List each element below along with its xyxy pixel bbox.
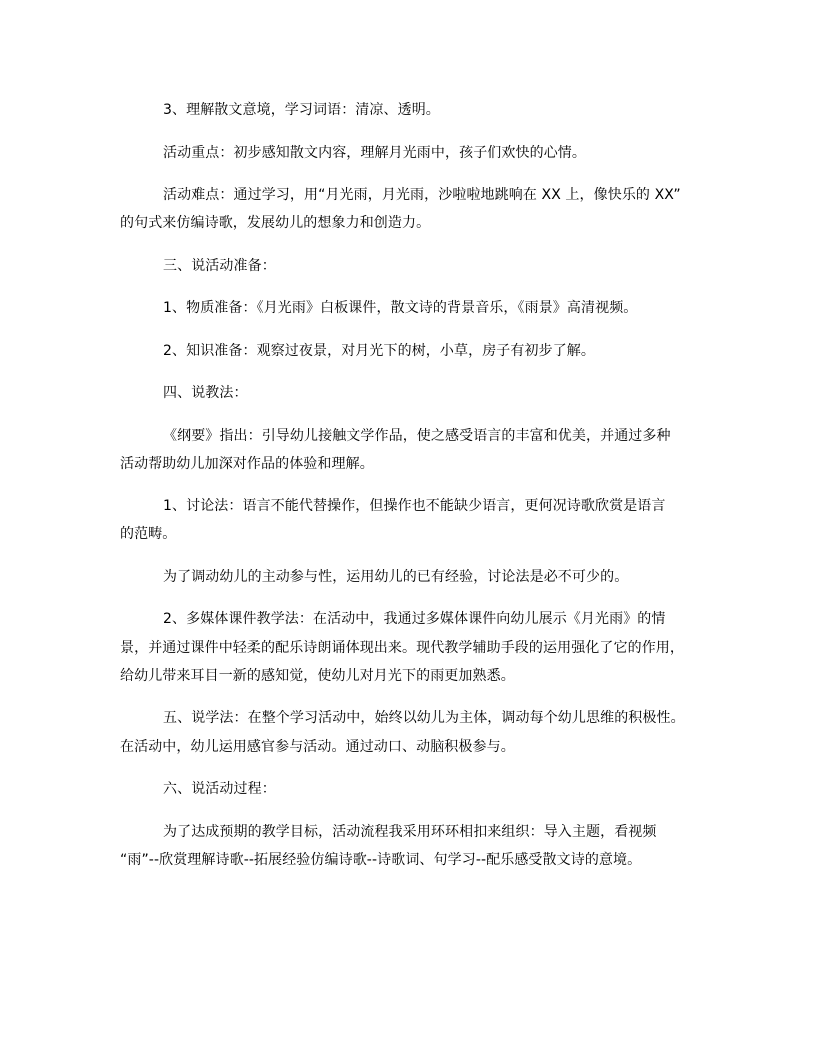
- paragraph-line: 在活动中，幼儿运用感官参与活动。通过动口、动脑积极参与。: [120, 739, 515, 755]
- paragraph-line: 3、理解散文意境，学习词语：清凉、透明。: [163, 102, 440, 118]
- section-heading: 四、说教法：: [163, 385, 248, 401]
- paragraph-line: 《纲要》指出：引导幼儿接触文学作品，使之感受语言的丰富和优美，并通过多种: [163, 428, 671, 444]
- paragraph-line: 景，并通过课件中轻柔的配乐诗朗诵体现出来。现代教学辅助手段的运用强化了它的作用，: [120, 640, 684, 656]
- paragraph-line: 2、多媒体课件教学法：在活动中，我通过多媒体课件向幼儿展示《月光雨》的情: [163, 611, 666, 627]
- paragraph-line: “雨”--欣赏理解诗歌--拓展经验仿编诗歌--诗歌词、句学习--配乐感受散文诗的意境。: [120, 852, 642, 868]
- paragraph-line: 为了调动幼儿的主动参与性，运用幼儿的已有经验，讨论法是必不可少的。: [163, 569, 629, 585]
- paragraph-line: 的范畴。: [120, 526, 177, 542]
- paragraph-line: 给幼儿带来耳目一新的感知觉，使幼儿对月光下的雨更加熟悉。: [120, 668, 515, 684]
- section-heading: 六、说活动过程：: [163, 781, 276, 797]
- paragraph-line: 1、物质准备：《月光雨》白板课件，散文诗的背景音乐，《雨景》高清视频。: [163, 300, 638, 316]
- paragraph-line: 活动难点：通过学习，用“月光雨，月光雨，沙啦啦地跳响在 XX 上，像快乐的 XX”: [163, 187, 681, 203]
- section-heading: 三、说活动准备：: [163, 258, 276, 274]
- paragraph-line: 五、说学法：在整个学习活动中，始终以幼儿为主体，调动每个幼儿思维的积极性。: [163, 710, 685, 726]
- paragraph-line: 活动帮助幼儿加深对作品的体验和理解。: [120, 456, 374, 472]
- paragraph-line: 活动重点：初步感知散文内容，理解月光雨中，孩子们欢快的心情。: [163, 145, 586, 161]
- paragraph-line: 为了达成预期的教学目标，活动流程我采用环环相扣来组织：导入主题，看视频: [163, 824, 657, 840]
- paragraph-line: 1、讨论法：语言不能代替操作，但操作也不能缺少语言，更何况诗歌欣赏是语言: [163, 498, 666, 514]
- paragraph-line: 的句式来仿编诗歌，发展幼儿的想象力和创造力。: [120, 215, 431, 231]
- paragraph-line: 2、知识准备：观察过夜景，对月光下的树，小草，房子有初步了解。: [163, 343, 596, 359]
